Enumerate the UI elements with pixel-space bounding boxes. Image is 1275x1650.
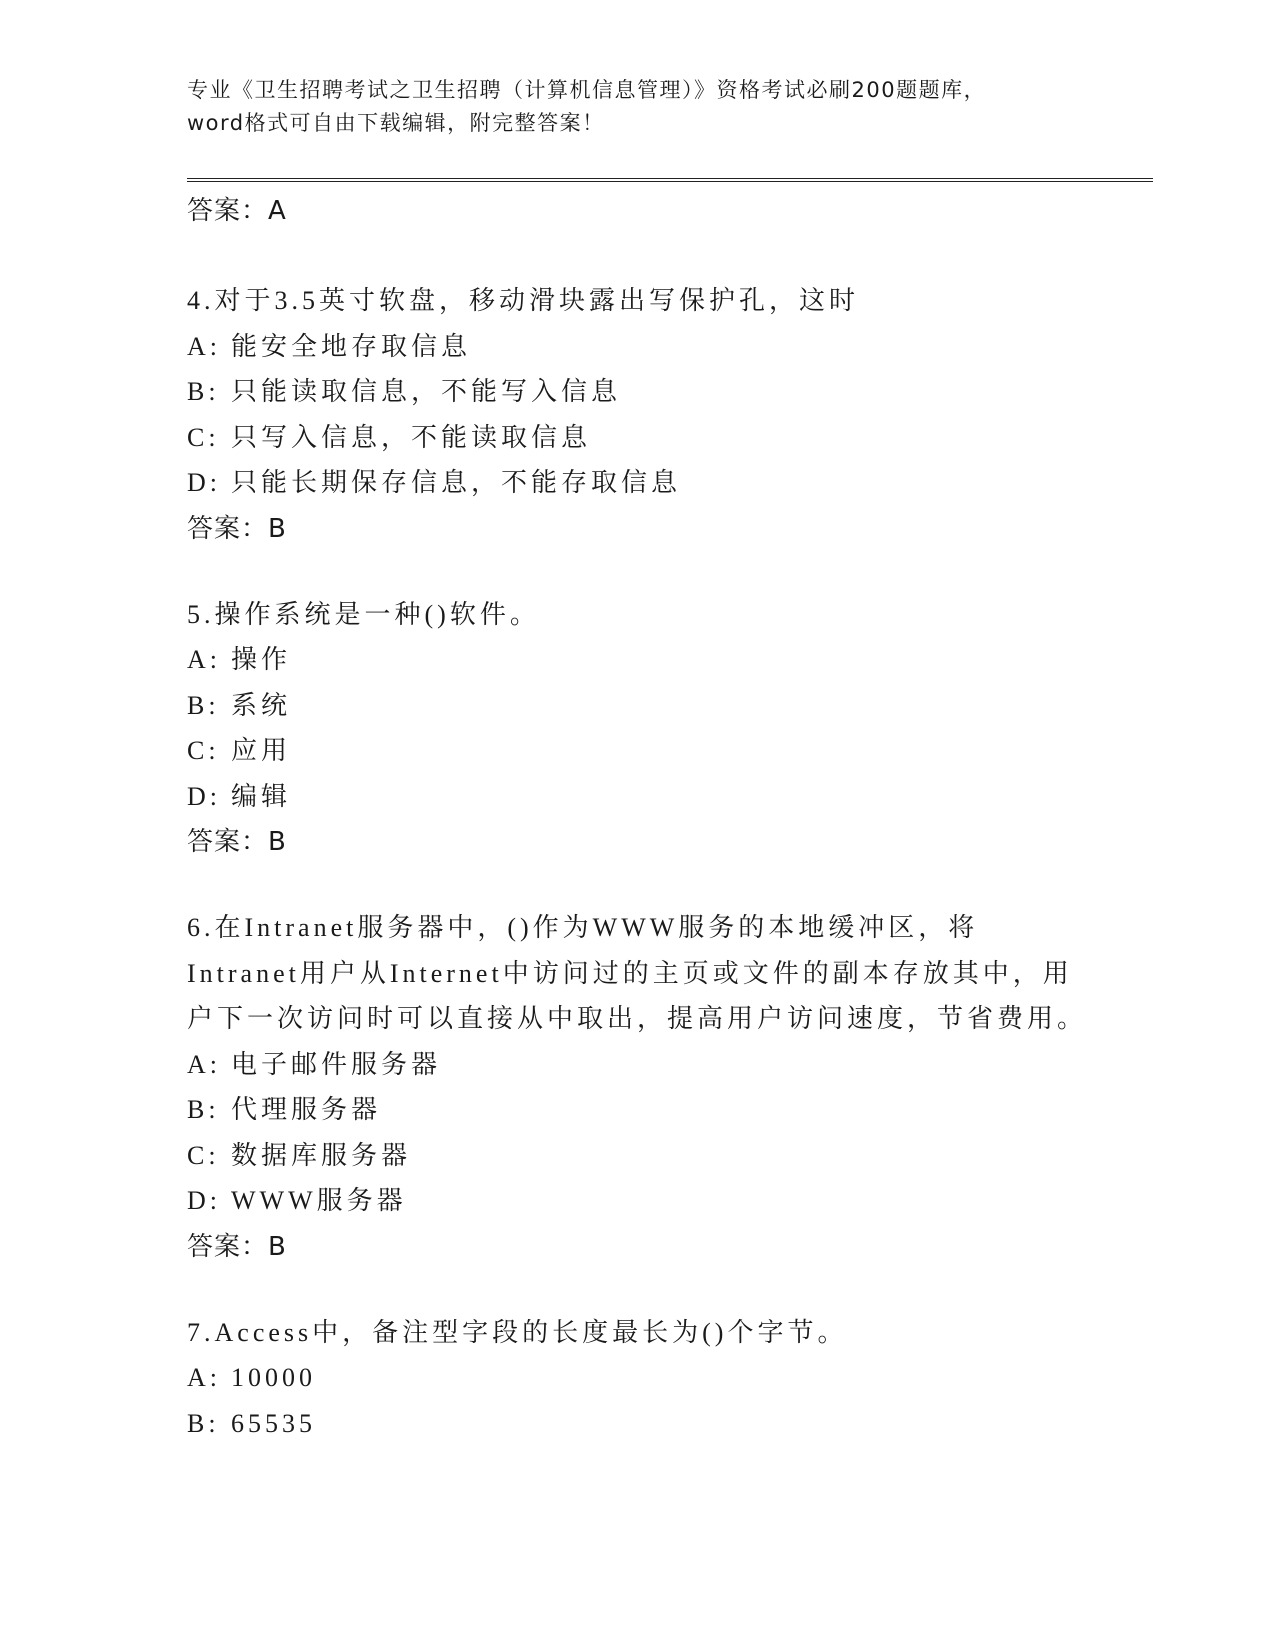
option-text: 只写入信息，不能读取信息 <box>231 422 592 452</box>
option-d <box>187 460 1087 506</box>
option-text: 编辑 <box>231 781 292 811</box>
option-text: 数据库服务器 <box>231 1140 412 1170</box>
option-key: A: <box>187 1049 221 1079</box>
option-text: 只能长期保存信息，不能存取信息 <box>231 468 682 497</box>
option-text: 操作 <box>231 645 292 674</box>
header-line-1: 专业《卫生招聘考试之卫生招聘（计算机信息管理）》资格考试必刷200题题库， <box>187 78 987 102</box>
option-b <box>187 683 1087 729</box>
option-d <box>187 1178 1087 1224</box>
question-block <box>187 905 1087 1270</box>
option-key: B: <box>187 1408 220 1438</box>
option-d <box>187 774 1087 820</box>
option-key: D: <box>187 468 221 497</box>
header-line-2: word格式可自由下载编辑，附完整答案！ <box>187 111 605 135</box>
option-text: 10000 <box>231 1363 316 1392</box>
option-a <box>187 1042 1087 1088</box>
question-list <box>187 188 1087 1446</box>
option-b <box>187 1087 1087 1133</box>
question-block <box>187 1310 1087 1447</box>
option-text: 代理服务器 <box>231 1095 382 1124</box>
option-text: 65535 <box>231 1408 316 1438</box>
option-key: D: <box>187 781 221 811</box>
answer-line: 答案：B <box>187 513 287 544</box>
option-text: 只能读取信息，不能写入信息 <box>231 377 622 406</box>
option-key: A: <box>187 1363 221 1392</box>
option-a <box>187 324 1087 370</box>
question-text: 6.在Intranet服务器中，()作为WWW服务的本地缓冲区，将Intranet用户从Internet中访问过的主页或文件的副本存放其中，用户下一次访问时可以直接从中取出，提高用户访问速度，节省费用。 <box>187 913 1088 1033</box>
option-text: 应用 <box>231 736 292 765</box>
document-header <box>187 74 1087 140</box>
question-text: 5.操作系统是一种()软件。 <box>187 599 540 629</box>
option-key: C: <box>187 736 220 765</box>
option-key: A: <box>187 331 221 361</box>
option-a <box>187 1355 1087 1401</box>
option-key: B: <box>187 377 220 406</box>
option-key: D: <box>187 1186 221 1215</box>
option-text: 系统 <box>231 690 292 720</box>
option-key: C: <box>187 1140 220 1170</box>
option-key: B: <box>187 690 220 720</box>
question-block <box>187 592 1087 866</box>
option-b <box>187 369 1087 415</box>
option-key: A: <box>187 645 221 674</box>
answer-line: 答案：B <box>187 827 287 857</box>
header-divider <box>187 178 1153 182</box>
option-text: 能安全地存取信息 <box>231 331 472 361</box>
option-c <box>187 1133 1087 1179</box>
option-text: WWW服务器 <box>231 1186 407 1215</box>
answer-line: 答案：A <box>187 196 287 226</box>
question-block <box>187 278 1087 552</box>
question-text: 4.对于3.5英寸软盘，移动滑块露出写保护孔，这时 <box>187 286 860 315</box>
option-c <box>187 415 1087 461</box>
option-text: 电子邮件服务器 <box>231 1049 442 1079</box>
option-key: B: <box>187 1095 220 1124</box>
question-text: 7.Access中，备注型字段的长度最长为()个字节。 <box>187 1317 848 1347</box>
option-c <box>187 728 1087 774</box>
option-a <box>187 637 1087 683</box>
option-b <box>187 1401 1087 1447</box>
option-key: C: <box>187 422 220 452</box>
answer-line: 答案：B <box>187 1231 287 1262</box>
